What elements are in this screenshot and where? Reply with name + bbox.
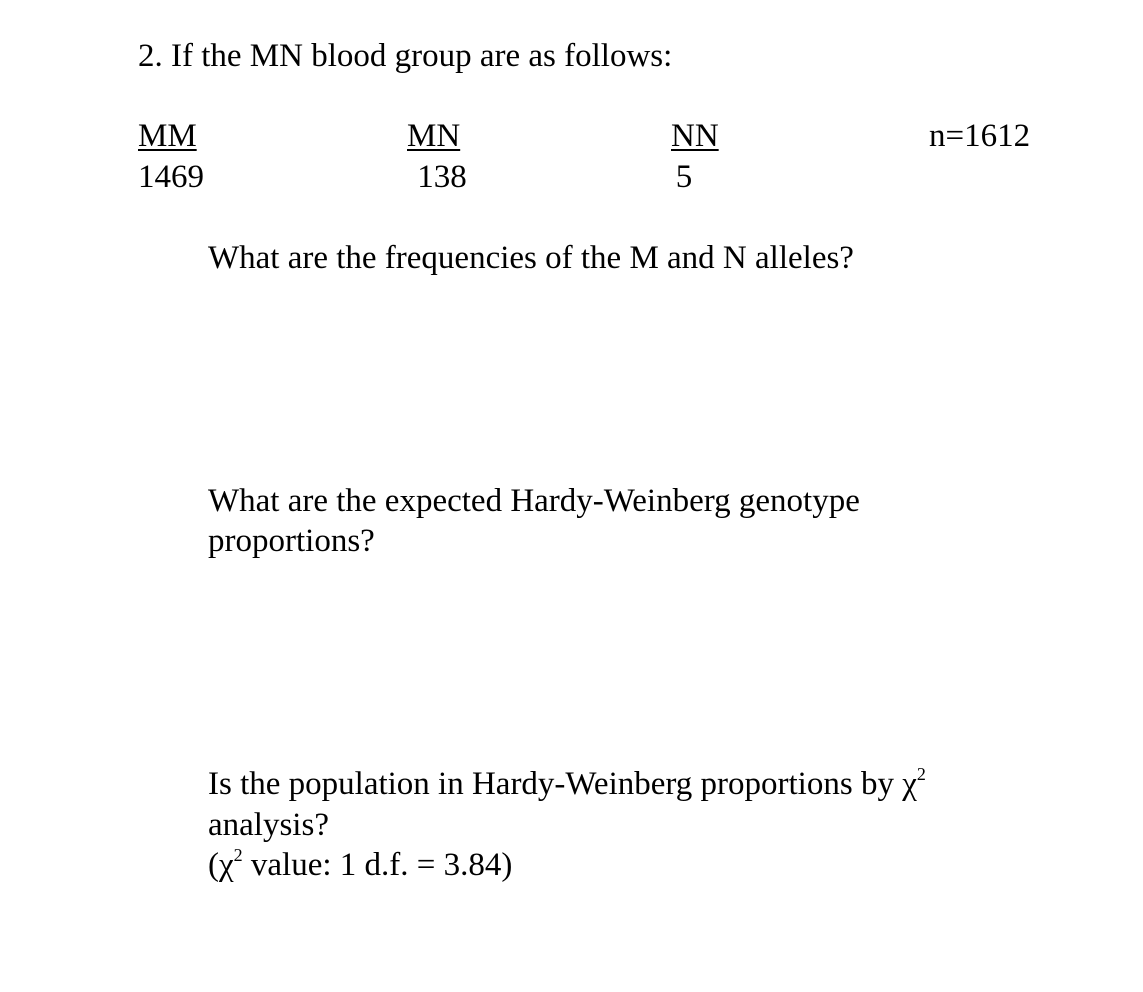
question-chi-square-line1 — [208, 764, 926, 804]
chi-superscript: 2 — [916, 764, 926, 784]
sample-size: n=1612 — [929, 118, 1031, 154]
chi-symbol: χ — [902, 766, 917, 802]
question-title: 2. If the MN blood group are as follows: — [138, 38, 673, 74]
open-paren: ( — [208, 847, 219, 883]
question-chi-square-line2: analysis? — [208, 807, 329, 843]
value-nn: 5 — [675, 159, 693, 195]
header-mm: MM — [138, 118, 197, 154]
chi-superscript-2: 2 — [233, 845, 243, 865]
header-nn: NN — [671, 118, 719, 154]
question-chi-square-text: Is the population in Hardy-Weinberg proportions by — [208, 766, 903, 802]
value-mm: 1469 — [138, 159, 204, 195]
header-mn: MN — [407, 118, 461, 154]
question-allele-frequencies: What are the frequencies of the M and N alleles? — [208, 240, 854, 276]
chi-symbol-2: χ — [219, 847, 234, 883]
value-mn: 138 — [417, 159, 467, 195]
critical-value-text: value: 1 d.f. = 3.84) — [242, 847, 513, 883]
question-expected-proportions-line1: What are the expected Hardy-Weinberg genotype — [208, 483, 860, 519]
question-expected-proportions-line2: proportions? — [208, 523, 375, 559]
chi-square-critical-value — [208, 845, 512, 885]
